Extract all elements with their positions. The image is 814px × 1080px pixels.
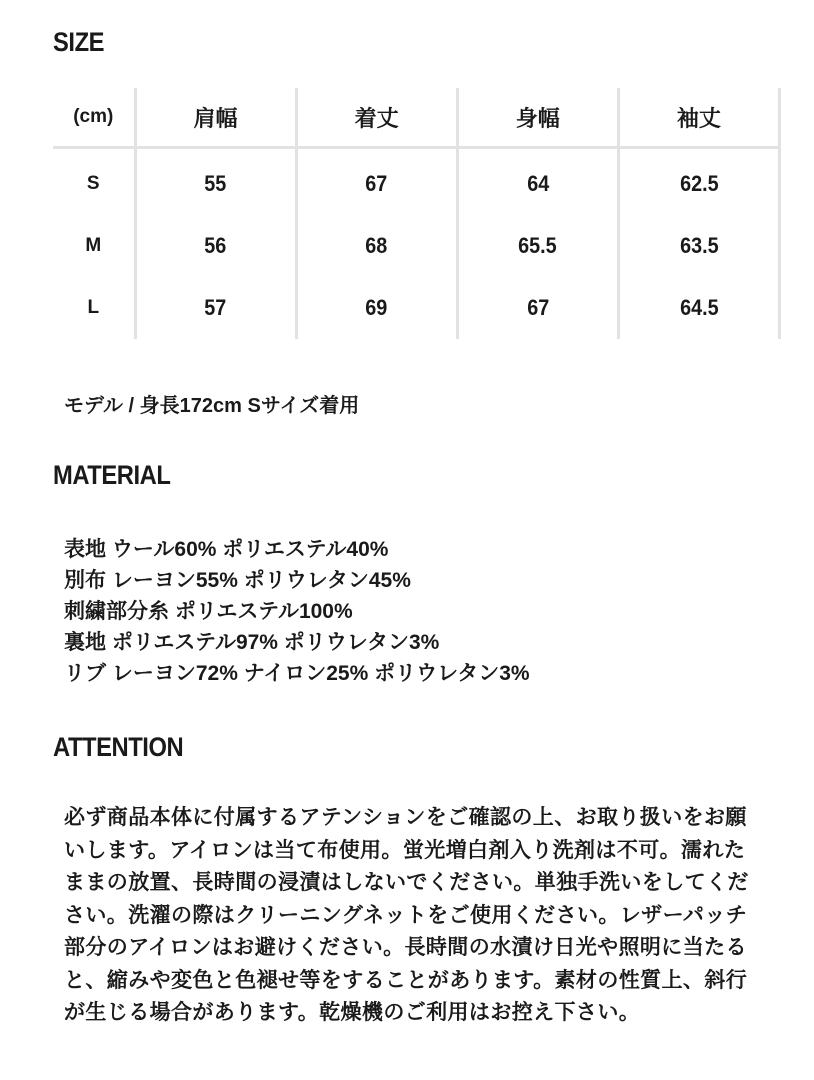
table-cell: 62.5: [618, 148, 779, 216]
chest-width-header: 身幅: [457, 88, 618, 148]
table-cell: 67: [457, 277, 618, 339]
size-table: [53, 88, 781, 339]
material-line: リブ レーヨン72% ナイロン25% ポリウレタン3%: [64, 662, 530, 685]
material-line: 刺繍部分糸 ポリエステル100%: [64, 600, 353, 623]
table-cell: 57: [135, 277, 296, 339]
table-row: [53, 277, 780, 339]
table-cell: 64: [457, 148, 618, 216]
size-label: S: [86, 173, 100, 194]
sleeve-length-header: 袖丈: [618, 88, 779, 148]
table-cell: 65.5: [457, 215, 618, 277]
table-cell: 64.5: [618, 277, 779, 339]
material-line: 別布 レーヨン55% ポリウレタン45%: [64, 569, 411, 592]
model-note: モデル / 身長172cm Sサイズ着用: [64, 395, 360, 417]
material-heading: MATERIAL: [53, 460, 171, 490]
length-header: 着丈: [296, 88, 457, 148]
table-cell: 63.5: [618, 215, 779, 277]
material-line: 表地 ウール60% ポリエステル40%: [64, 538, 389, 561]
attention-heading: ATTENTION: [53, 732, 184, 762]
material-line: 裏地 ポリエステル97% ポリウレタン3%: [64, 631, 440, 654]
table-row: [53, 215, 780, 277]
size-label: L: [87, 297, 100, 318]
attention-text: 必ず商品本体に付属するアテンションをご確認の上、お取り扱いをお願いします。アイロンは当て布使用。蛍光増白剤入り洗剤は不可。濡れたままの放置、長時間の浸漬はしないでください。単独手洗いをしてください。洗濯の際はクリーニングネットをご使用ください。レザーパッチ部分のアイロンはお避けください。長時間の水漬け日光や照明に当たると、縮みや変色と色褪せ等をすることがあります。素材の性質上、斜行が生じる場合があります。乾燥機のご利用はお控え下さい。: [64, 806, 749, 1024]
size-table-header-row: [53, 88, 780, 148]
size-label: M: [85, 235, 102, 256]
material-list: [64, 534, 530, 689]
table-cell: 67: [296, 148, 457, 216]
table-cell: 56: [135, 215, 296, 277]
shoulder-width-header: 肩幅: [135, 88, 296, 148]
size-heading: SIZE: [53, 27, 105, 57]
table-row: [53, 148, 780, 216]
table-cell: 68: [296, 215, 457, 277]
table-cell: 69: [296, 277, 457, 339]
unit-header: (cm): [53, 88, 135, 148]
table-cell: 55: [135, 148, 296, 216]
